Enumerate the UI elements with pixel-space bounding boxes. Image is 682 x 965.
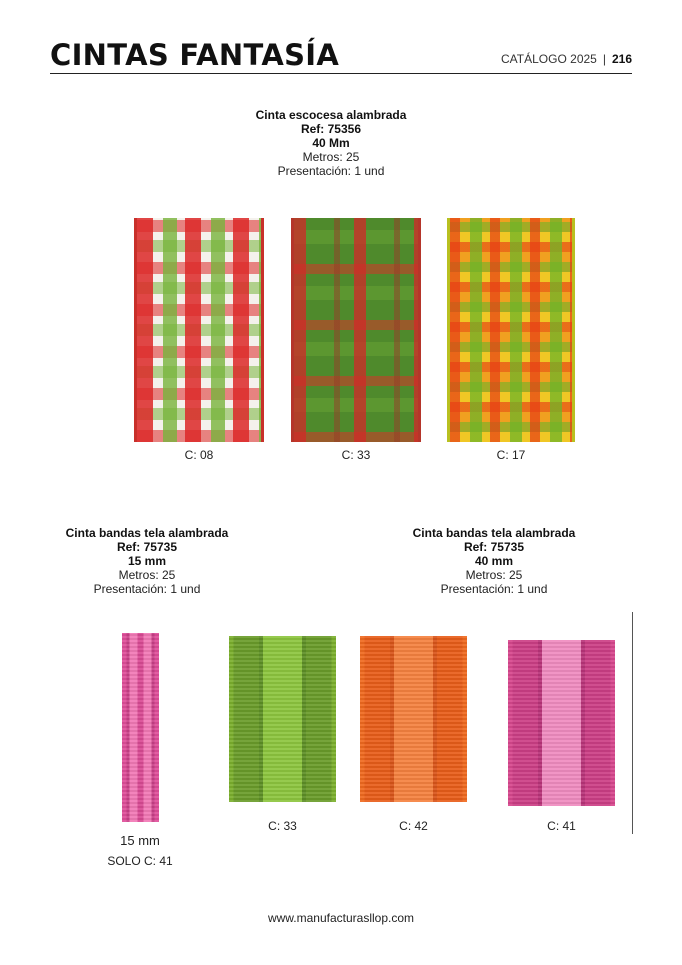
product-meters: Metros: 25 [465,568,523,582]
header-divider [50,73,632,74]
ribbon-swatch-plaid-17 [447,218,575,442]
vertical-divider [632,612,633,834]
product-ref: Ref: 75356 [300,122,362,136]
product-presentation: Presentación: 1 und [93,582,201,596]
product-size: 40 mm [474,554,514,568]
footer-url: www.manufacturasllop.com [267,911,415,925]
product-name: Cinta bandas tela alambrada [65,526,229,540]
product-presentation: Presentación: 1 und [277,164,385,178]
product-name: Cinta escocesa alambrada [255,108,407,122]
product-ref: Ref: 75735 [116,540,178,554]
catalog-info [501,52,632,66]
ribbon-swatch-green-33 [229,636,336,802]
product-info-bandas-40mm [384,526,604,596]
ribbon-swatch-pink-41 [508,640,615,806]
swatch-caption: C: 33 [268,819,297,833]
product-size: 40 Mm [312,136,350,150]
swatch-caption: C: 33 [341,448,371,462]
product-meters: Metros: 25 [118,568,176,582]
product-info-bandas-15mm [47,526,247,596]
product-presentation: Presentación: 1 und [440,582,548,596]
swatch-caption: C: 08 [184,448,214,462]
swatch-caption: C: 41 [547,819,576,833]
ribbon-swatch-orange-42 [360,636,467,802]
catalog-label: CATÁLOGO 2025 [501,52,597,66]
page-number: 216 [611,52,632,66]
product-size: 15 mm [127,554,167,568]
swatch-caption: C: 17 [496,448,526,462]
product-name: Cinta bandas tela alambrada [412,526,576,540]
ribbon-swatch-plaid-08 [134,218,264,442]
ribbon-swatch-plaid-33 [291,218,421,442]
product-ref: Ref: 75735 [463,540,525,554]
ribbon-swatch-narrow-41 [122,633,159,822]
product-meters: Metros: 25 [302,150,360,164]
product-info-escocesa [181,108,481,178]
header-separator: | [602,52,606,66]
swatch-caption-size: 15 mm [120,833,160,848]
swatch-caption-only: SOLO C: 41 [107,854,173,868]
page-title: CINTAS FANTASÍA [50,38,340,72]
swatch-caption: C: 42 [399,819,428,833]
